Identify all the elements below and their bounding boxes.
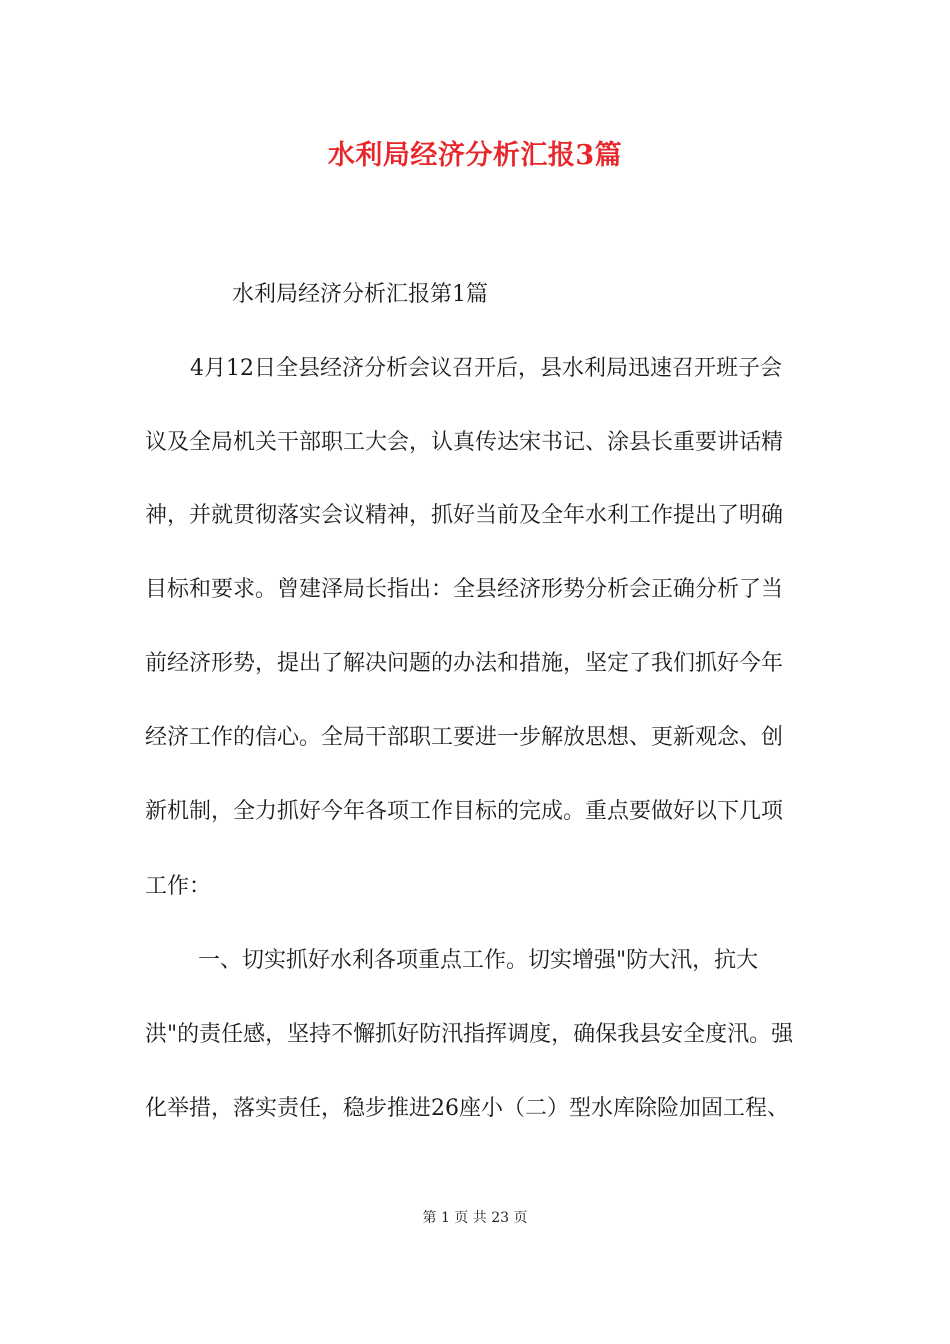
paragraph-line: 神，并就贯彻落实会议精神，抓好当前及全年水利工作提出了明确 <box>145 503 784 528</box>
paragraph-line: 经济工作的信心。全局干部职工要进一步解放思想、更新观念、创 <box>145 725 784 750</box>
paragraph-line: 新机制，全力抓好今年各项工作目标的完成。重点要做好以下几项 <box>145 799 784 824</box>
section-heading: 水利局经济分析汇报第1篇 <box>232 282 488 307</box>
paragraph-line: 一、切实抓好水利各项重点工作。切实增强"防大汛，抗大 <box>198 948 759 973</box>
paragraph-line: 洪"的责任感，坚持不懈抓好防汛指挥调度，确保我县安全度汛。强 <box>145 1022 794 1047</box>
paragraph-line: 目标和要求。曾建泽局长指出：全县经济形势分析会正确分析了当 <box>145 577 784 602</box>
paragraph-line: 化举措，落实责任，稳步推进26座小（二）型水库除险加固工程、 <box>145 1096 789 1121</box>
page-footer: 第 1 页 共 23 页 <box>422 1210 528 1226</box>
paragraph-line: 工作： <box>145 874 212 899</box>
paragraph-line: 前经济形势，提出了解决问题的办法和措施，坚定了我们抓好今年 <box>145 651 784 676</box>
paragraph-line: 议及全局机关干部职工大会，认真传达宋书记、涂县长重要讲话精 <box>145 430 784 455</box>
paragraph-line: 4月12日全县经济分析会议召开后，县水利局迅速召开班子会 <box>190 356 782 381</box>
page-title: 水利局经济分析汇报3篇 <box>327 140 623 171</box>
